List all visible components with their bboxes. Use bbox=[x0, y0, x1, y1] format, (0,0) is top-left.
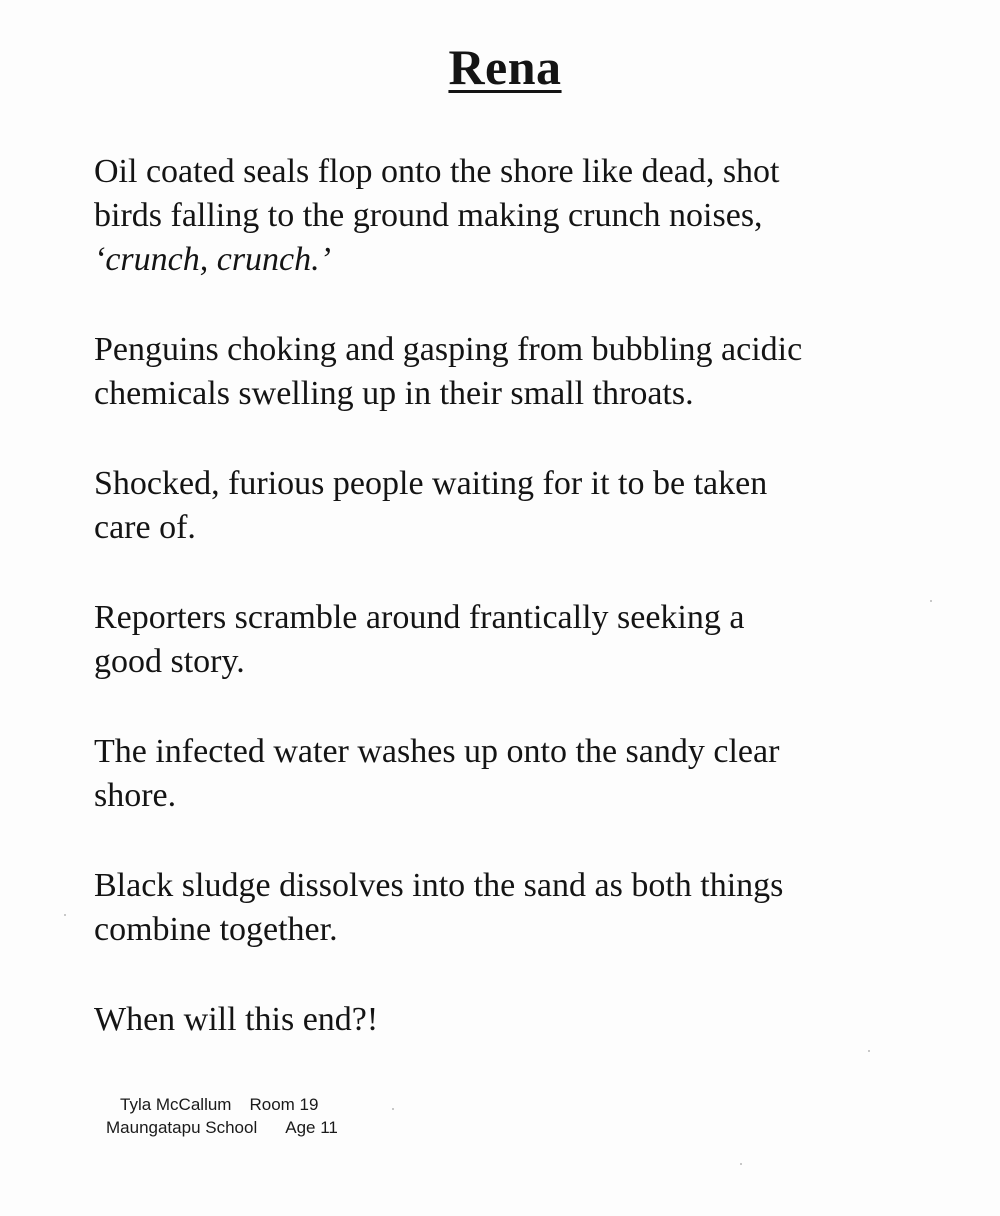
school-name: Maungatapu School bbox=[106, 1118, 258, 1137]
author-name: Tyla McCallum bbox=[120, 1095, 232, 1114]
poem-line: chemicals swelling up in their small throats. bbox=[94, 375, 694, 412]
poem-line: shore. bbox=[94, 777, 177, 814]
poem-line: care of. bbox=[94, 509, 196, 546]
poem-title: Rena bbox=[448, 39, 562, 95]
poem-line: combine together. bbox=[94, 911, 338, 948]
stanza-6 bbox=[94, 864, 924, 952]
stanza-4 bbox=[94, 596, 924, 684]
credits-row-1 bbox=[106, 1093, 338, 1116]
poem-line: good story. bbox=[94, 643, 245, 680]
poem-line: The infected water washes up onto the sandy clear bbox=[94, 733, 780, 770]
room-number: Room 19 bbox=[249, 1095, 319, 1114]
poem-body bbox=[94, 150, 924, 1088]
scan-speck bbox=[868, 1050, 870, 1052]
scan-speck bbox=[64, 914, 66, 916]
poem-line: Black sludge dissolves into the sand as both things bbox=[94, 867, 784, 904]
stanza-2 bbox=[94, 328, 924, 416]
credits-row-2 bbox=[106, 1116, 338, 1139]
stanza-3 bbox=[94, 462, 924, 550]
poem-line: Oil coated seals flop onto the shore like dead, shot bbox=[94, 153, 780, 190]
poem-line-onomatopoeia: ‘crunch, crunch.’ bbox=[94, 241, 331, 278]
poem-line: Penguins choking and gasping from bubbling acidic bbox=[94, 331, 803, 368]
scan-speck bbox=[930, 600, 932, 602]
scan-speck bbox=[740, 1163, 742, 1165]
poem-line: Shocked, furious people waiting for it to be taken bbox=[94, 465, 768, 502]
poem-line-closing: When will this end?! bbox=[94, 1001, 379, 1038]
scan-speck bbox=[392, 1108, 394, 1110]
poem-line: birds falling to the ground making crunch noises, bbox=[94, 197, 763, 234]
stanza-7 bbox=[94, 998, 924, 1042]
author-age: Age 11 bbox=[285, 1118, 338, 1137]
author-credits bbox=[106, 1093, 338, 1139]
stanza-5 bbox=[94, 730, 924, 818]
stanza-1 bbox=[94, 150, 924, 282]
poem-line: Reporters scramble around frantically seeking a bbox=[94, 599, 745, 636]
